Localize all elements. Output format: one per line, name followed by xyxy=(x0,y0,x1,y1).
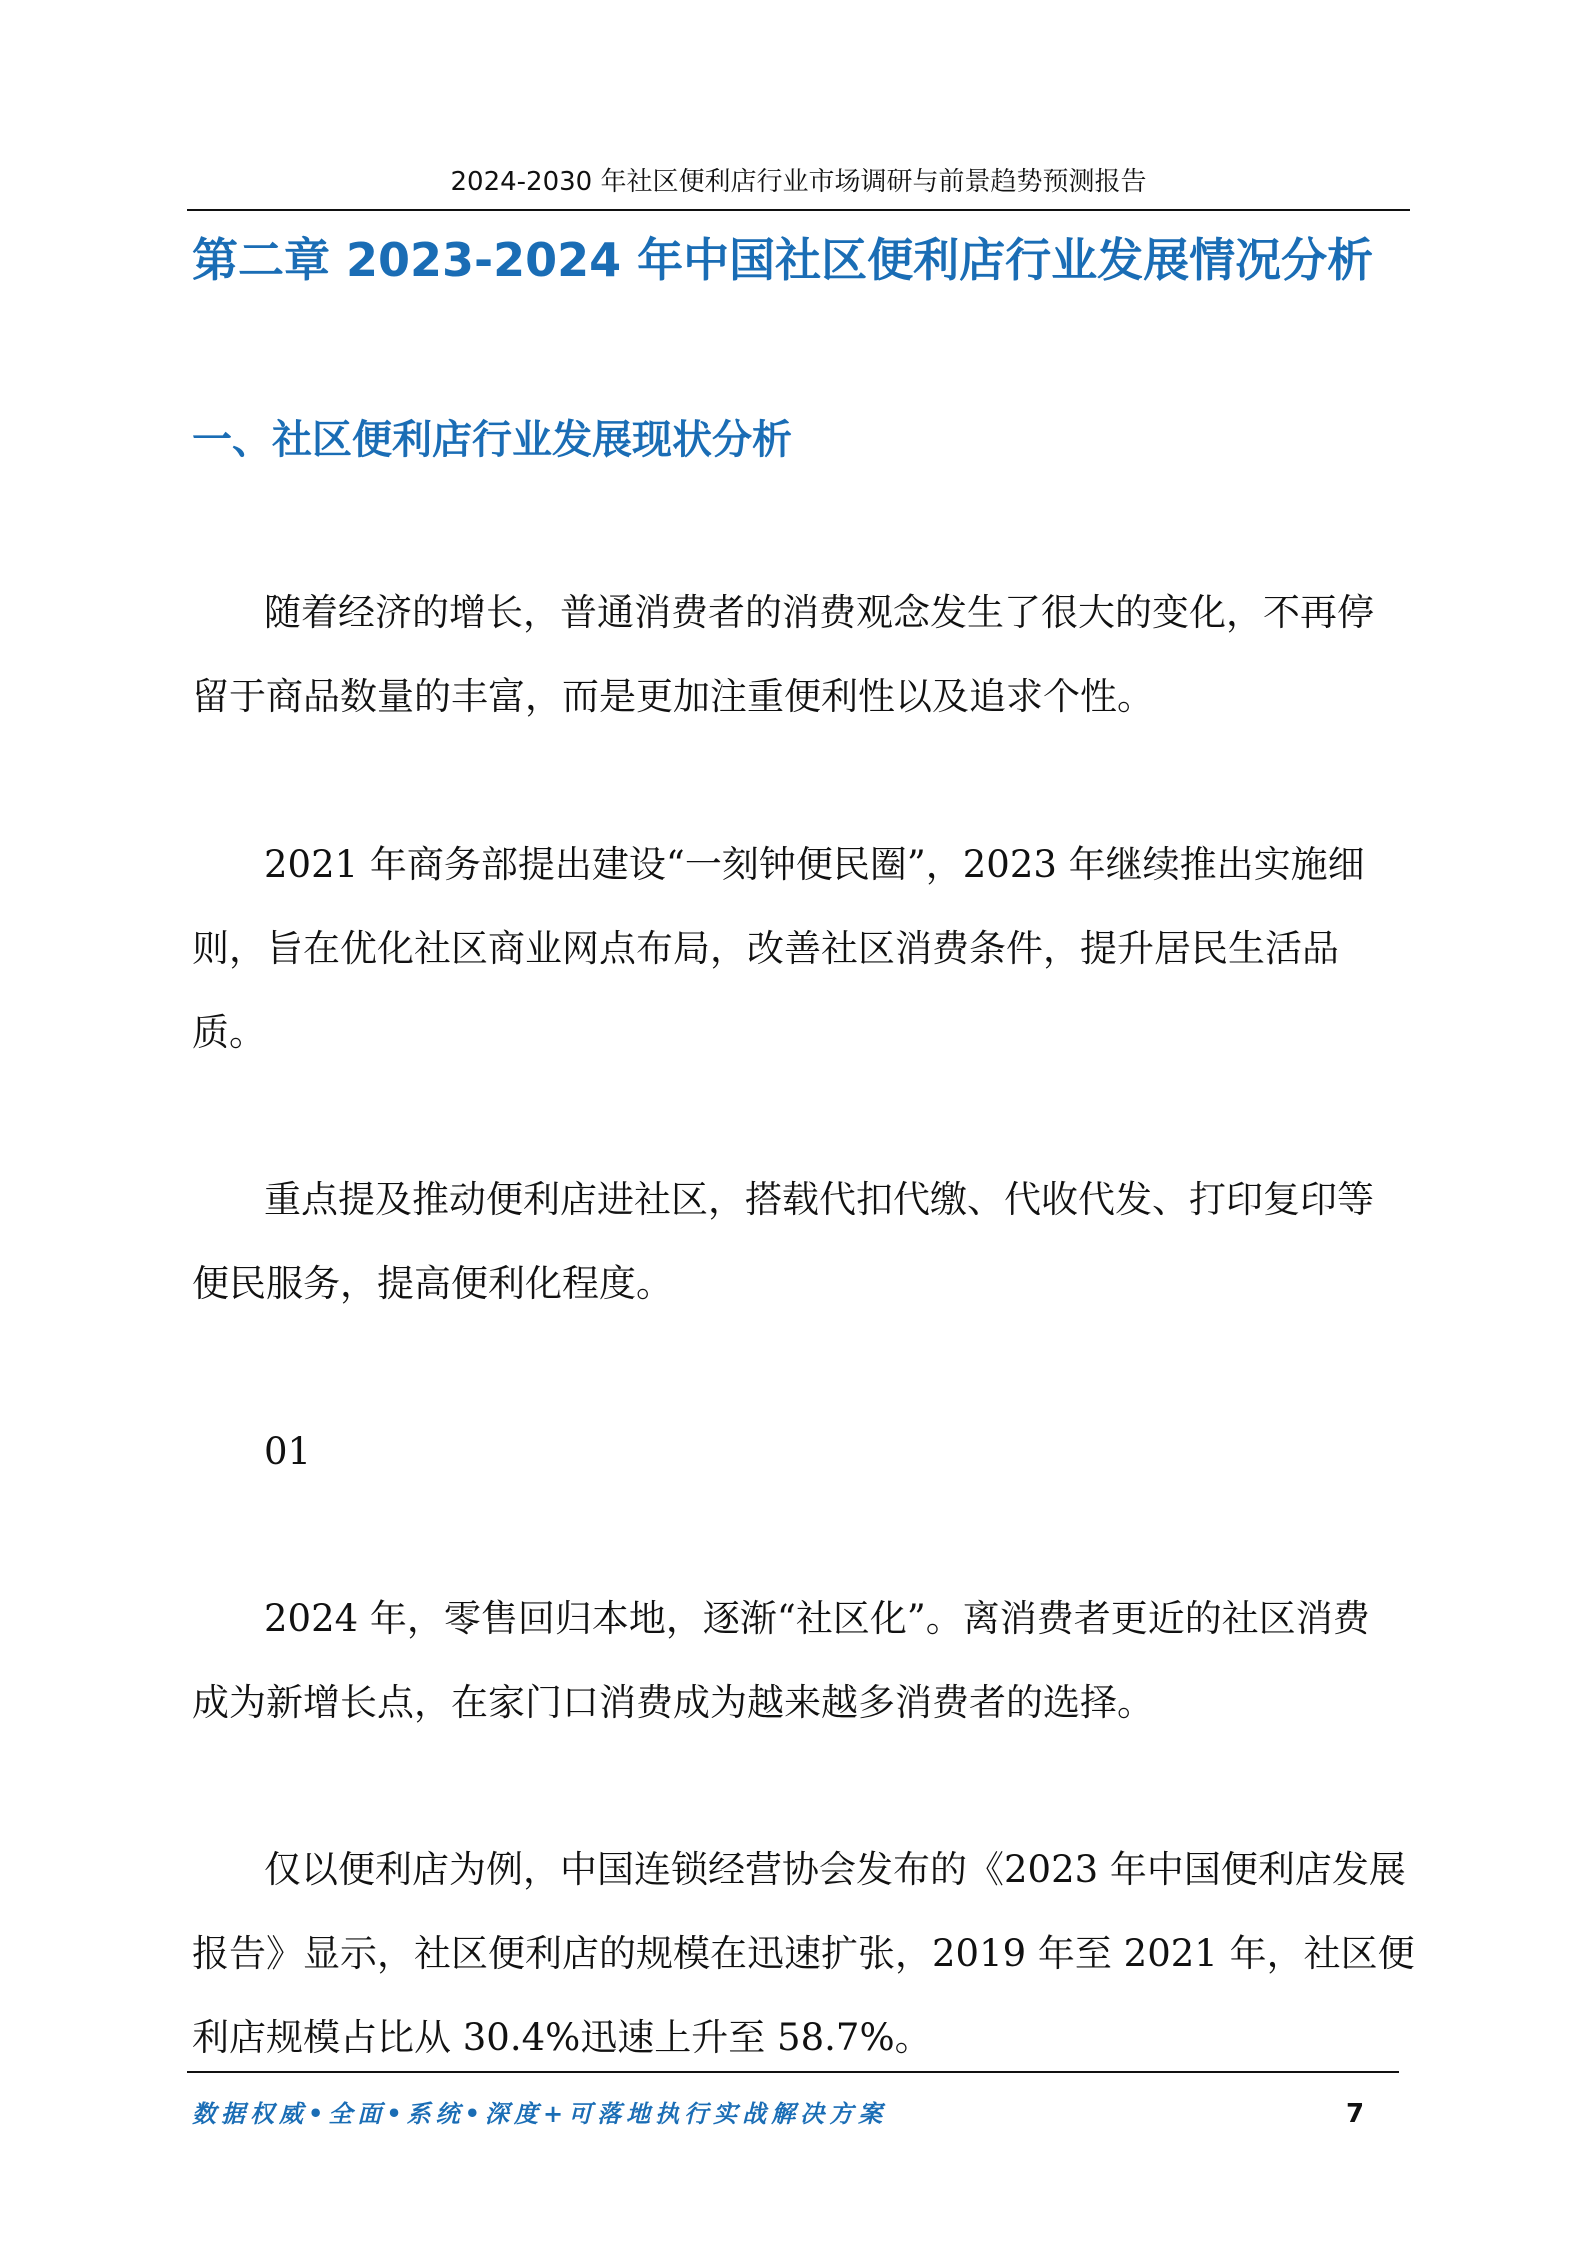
paragraph-line: 则，旨在优化社区商业网点布局，改善社区消费条件，提升居民生活品 xyxy=(192,927,1339,970)
paragraph-2 xyxy=(192,823,1412,1075)
paragraph-5 xyxy=(192,1577,1412,1745)
section-title: 一、社区便利店行业发展现状分析 xyxy=(192,417,792,463)
paragraph-6 xyxy=(192,1828,1415,2080)
header-divider xyxy=(187,209,1410,211)
paragraph-line: 重点提及推动便利店进社区，搭载代扣代缴、代收代发、打印复印等 xyxy=(264,1178,1374,1221)
paragraph-line: 01 xyxy=(264,1430,312,1473)
paragraph-line: 利店规模占比从 30.4%迅速上升至 58.7%。 xyxy=(192,2016,932,2059)
paragraph-line: 2021 年商务部提出建设“一刻钟便民圈”，2023 年继续推出实施细 xyxy=(264,843,1365,886)
paragraph-line: 仅以便利店为例，中国连锁经营协会发布的《2023 年中国便利店发展 xyxy=(264,1848,1406,1891)
paragraph-line: 便民服务，提高便利化程度。 xyxy=(192,1262,673,1305)
running-header-title: 2024-2030 年社区便利店行业市场调研与前景趋势预测报告 xyxy=(450,167,1147,197)
paragraph-line: 随着经济的增长，普通消费者的消费观念发生了很大的变化，不再停 xyxy=(264,591,1374,634)
paragraph-3 xyxy=(192,1158,1412,1326)
footer-slogan: 数据权威•全面•系统•深度+可落地执行实战解决方案 xyxy=(192,2099,888,2128)
paragraph-line: 报告》显示，社区便利店的规模在迅速扩张，2019 年至 2021 年，社区便 xyxy=(192,1932,1415,1975)
chapter-title: 第二章 2023-2024 年中国社区便利店行业发展情况分析 xyxy=(192,233,1374,287)
paragraph-1 xyxy=(192,571,1412,739)
paragraph-line: 质。 xyxy=(192,1011,266,1054)
paragraph-line: 2024 年，零售回归本地，逐渐“社区化”。离消费者更近的社区消费 xyxy=(264,1597,1370,1640)
paragraph-line: 成为新增长点，在家门口消费成为越来越多消费者的选择。 xyxy=(192,1681,1154,1724)
page-number: 7 xyxy=(1346,2099,1365,2129)
paragraph-4 xyxy=(192,1410,1412,1494)
footer-divider xyxy=(187,2071,1399,2073)
paragraph-line: 留于商品数量的丰富，而是更加注重便利性以及追求个性。 xyxy=(192,675,1154,718)
